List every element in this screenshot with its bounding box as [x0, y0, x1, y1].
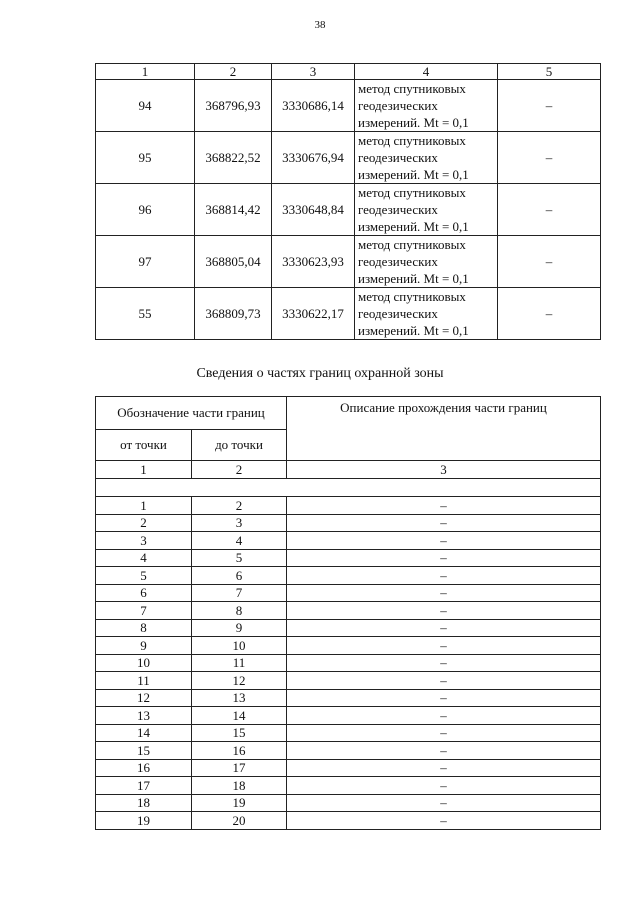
method-line: метод спутниковых: [358, 289, 466, 304]
to-point-cell: 4: [192, 532, 287, 550]
table-row: [96, 742, 601, 760]
boundary-parts-table: [95, 396, 601, 830]
description-cell: –: [287, 549, 601, 567]
description-cell: –: [287, 724, 601, 742]
description-cell: –: [287, 584, 601, 602]
from-point-cell: 1: [96, 497, 192, 515]
x-coordinate-cell: 368805,04: [195, 236, 272, 288]
table-row: [96, 777, 601, 795]
description-cell: –: [287, 619, 601, 637]
point-cell: 97: [96, 236, 195, 288]
description-cell: –: [287, 759, 601, 777]
method-cell: [355, 288, 498, 340]
from-point-cell: 4: [96, 549, 192, 567]
y-coordinate-cell: 3330622,17: [272, 288, 355, 340]
table-row: [96, 619, 601, 637]
from-point-cell: 6: [96, 584, 192, 602]
description-cell: –: [287, 532, 601, 550]
to-point-cell: 12: [192, 672, 287, 690]
method-line: геодезических: [358, 202, 438, 217]
to-point-cell: 8: [192, 602, 287, 620]
from-point-cell: 11: [96, 672, 192, 690]
column-number-2: 2: [195, 64, 272, 80]
method-line: метод спутниковых: [358, 81, 466, 96]
table-row: [96, 236, 601, 288]
from-point-cell: 2: [96, 514, 192, 532]
coordinates-table-header: [96, 64, 601, 80]
note-cell: –: [498, 184, 601, 236]
description-cell: –: [287, 812, 601, 830]
to-point-cell: 20: [192, 812, 287, 830]
blank-row: [96, 479, 601, 497]
table-row: [96, 132, 601, 184]
from-point-cell: 3: [96, 532, 192, 550]
to-point-cell: 16: [192, 742, 287, 760]
table-row: [96, 549, 601, 567]
table-row: [96, 707, 601, 725]
from-point-cell: 7: [96, 602, 192, 620]
boundary-designation-header: Обозначение части границ: [96, 397, 287, 430]
method-line: геодезических: [358, 150, 438, 165]
point-cell: 96: [96, 184, 195, 236]
to-point-cell: 11: [192, 654, 287, 672]
description-cell: –: [287, 742, 601, 760]
y-coordinate-cell: 3330648,84: [272, 184, 355, 236]
point-cell: 94: [96, 80, 195, 132]
method-cell: [355, 80, 498, 132]
table-row: [96, 584, 601, 602]
table-row: [96, 794, 601, 812]
y-coordinate-cell: 3330686,14: [272, 80, 355, 132]
method-line: метод спутниковых: [358, 133, 466, 148]
table-row: [96, 637, 601, 655]
to-point-cell: 14: [192, 707, 287, 725]
blank-cell: [96, 479, 601, 497]
column-number-3: 3: [272, 64, 355, 80]
table-row: [96, 288, 601, 340]
table-row: [96, 184, 601, 236]
from-point-header: от точки: [96, 430, 192, 461]
note-cell: –: [498, 288, 601, 340]
x-coordinate-cell: 368814,42: [195, 184, 272, 236]
from-point-cell: 12: [96, 689, 192, 707]
table-row: [96, 759, 601, 777]
to-point-cell: 7: [192, 584, 287, 602]
to-point-cell: 5: [192, 549, 287, 567]
description-cell: –: [287, 514, 601, 532]
method-line: измерений. Mt = 0,1: [358, 219, 469, 234]
description-cell: –: [287, 654, 601, 672]
x-coordinate-cell: 368822,52: [195, 132, 272, 184]
from-point-cell: 8: [96, 619, 192, 637]
column-number-5: 5: [498, 64, 601, 80]
page-number: 38: [314, 19, 326, 31]
from-point-cell: 17: [96, 777, 192, 795]
description-cell: –: [287, 689, 601, 707]
description-cell: –: [287, 672, 601, 690]
table-row: [96, 80, 601, 132]
table-row: [96, 567, 601, 585]
coordinates-table: [95, 63, 601, 340]
to-point-cell: 15: [192, 724, 287, 742]
column-number-2: 2: [192, 461, 287, 479]
boundary-description-header: Описание прохождения части границ: [287, 397, 601, 461]
to-point-cell: 10: [192, 637, 287, 655]
from-point-cell: 9: [96, 637, 192, 655]
table-row: [96, 672, 601, 690]
description-cell: –: [287, 707, 601, 725]
from-point-cell: 10: [96, 654, 192, 672]
column-number-1: 1: [96, 461, 192, 479]
description-cell: –: [287, 794, 601, 812]
from-point-cell: 13: [96, 707, 192, 725]
column-number-4: 4: [355, 64, 498, 80]
method-line: метод спутниковых: [358, 185, 466, 200]
from-point-cell: 15: [96, 742, 192, 760]
note-cell: –: [498, 80, 601, 132]
to-point-header: до точки: [192, 430, 287, 461]
method-line: измерений. Mt = 0,1: [358, 271, 469, 286]
to-point-cell: 19: [192, 794, 287, 812]
note-cell: –: [498, 132, 601, 184]
y-coordinate-cell: 3330623,93: [272, 236, 355, 288]
method-line: метод спутниковых: [358, 237, 466, 252]
method-line: геодезических: [358, 254, 438, 269]
method-line: геодезических: [358, 98, 438, 113]
table-row: [96, 532, 601, 550]
y-coordinate-cell: 3330676,94: [272, 132, 355, 184]
point-cell: 95: [96, 132, 195, 184]
method-line: измерений. Mt = 0,1: [358, 323, 469, 338]
description-cell: –: [287, 777, 601, 795]
to-point-cell: 6: [192, 567, 287, 585]
to-point-cell: 3: [192, 514, 287, 532]
to-point-cell: 13: [192, 689, 287, 707]
table-row: [96, 689, 601, 707]
method-line: измерений. Mt = 0,1: [358, 115, 469, 130]
table-row: [96, 514, 601, 532]
description-cell: –: [287, 567, 601, 585]
table-row: [96, 812, 601, 830]
x-coordinate-cell: 368796,93: [195, 80, 272, 132]
from-point-cell: 5: [96, 567, 192, 585]
column-number-1: 1: [96, 64, 195, 80]
method-line: измерений. Mt = 0,1: [358, 167, 469, 182]
description-cell: –: [287, 637, 601, 655]
from-point-cell: 14: [96, 724, 192, 742]
to-point-cell: 17: [192, 759, 287, 777]
table-row: [96, 602, 601, 620]
to-point-cell: 18: [192, 777, 287, 795]
method-cell: [355, 184, 498, 236]
from-point-cell: 18: [96, 794, 192, 812]
method-cell: [355, 132, 498, 184]
note-cell: –: [498, 236, 601, 288]
table-row: [96, 654, 601, 672]
section-title: Сведения о частях границ охранной зоны: [196, 366, 444, 381]
table-row: [96, 497, 601, 515]
table-row: [96, 724, 601, 742]
method-cell: [355, 236, 498, 288]
method-line: геодезических: [358, 306, 438, 321]
point-cell: 55: [96, 288, 195, 340]
from-point-cell: 19: [96, 812, 192, 830]
to-point-cell: 2: [192, 497, 287, 515]
to-point-cell: 9: [192, 619, 287, 637]
from-point-cell: 16: [96, 759, 192, 777]
x-coordinate-cell: 368809,73: [195, 288, 272, 340]
description-cell: –: [287, 497, 601, 515]
description-cell: –: [287, 602, 601, 620]
column-number-3: 3: [287, 461, 601, 479]
